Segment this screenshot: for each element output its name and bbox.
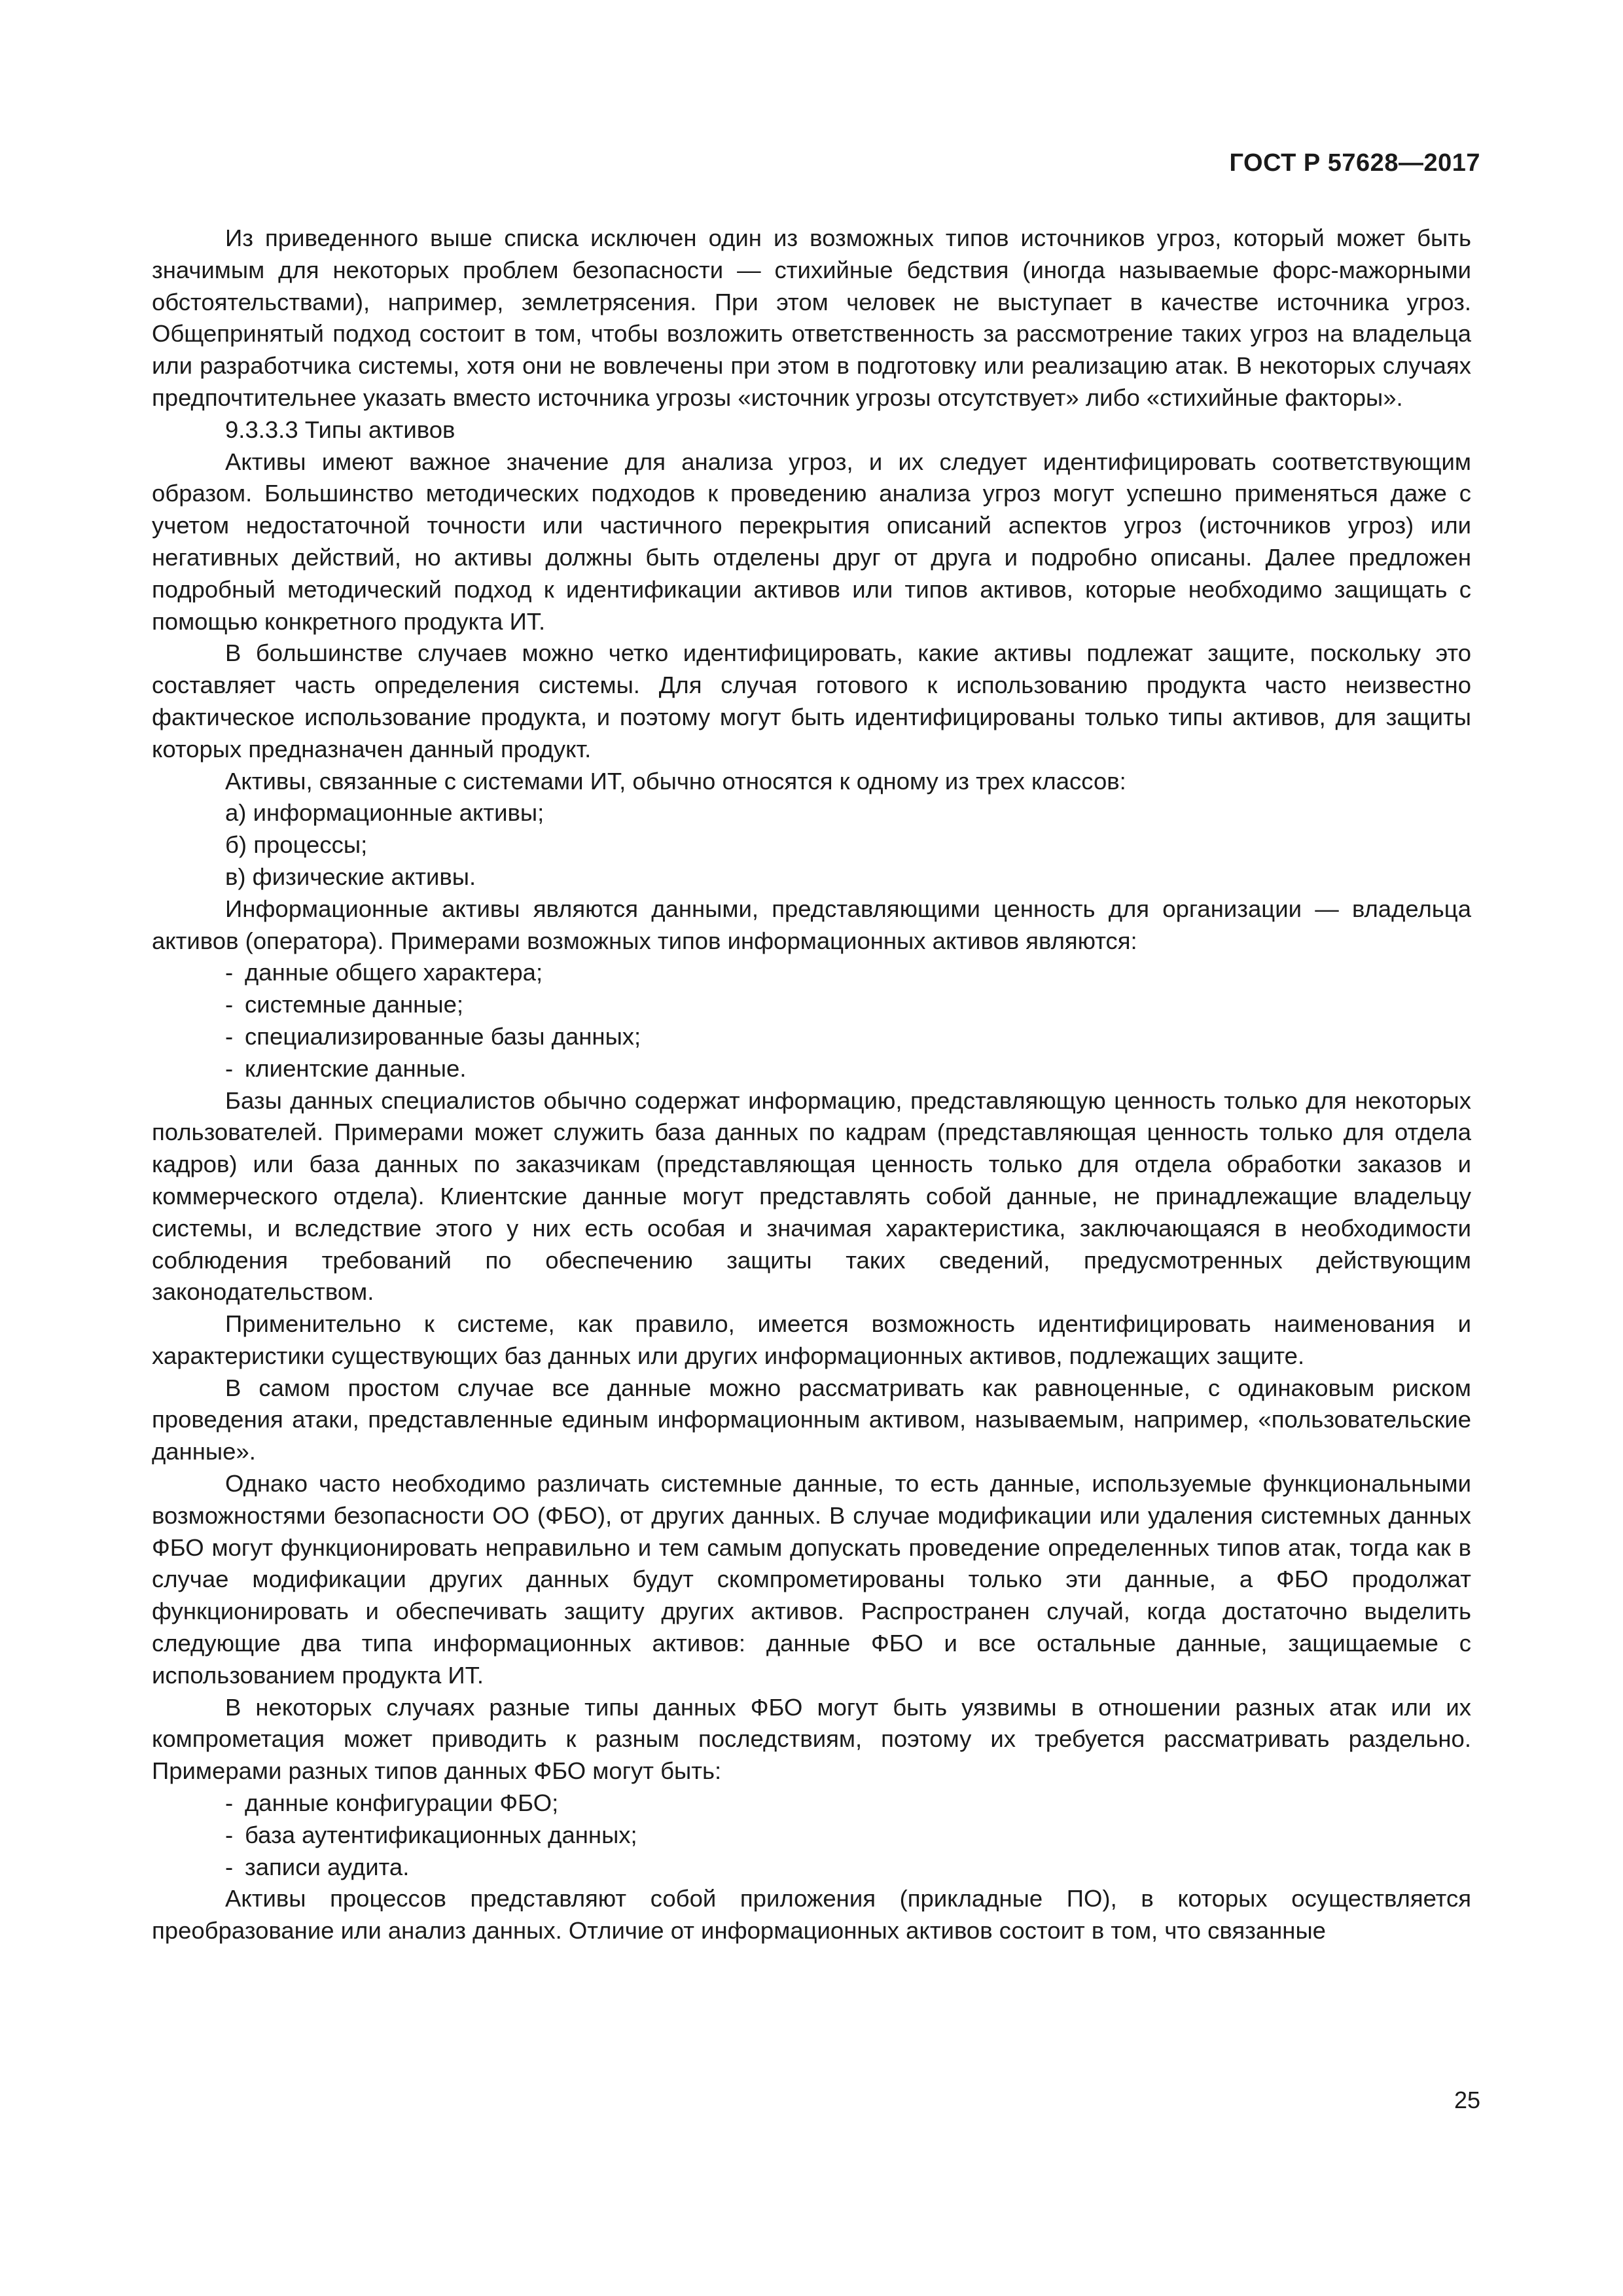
document-body	[152, 223, 1471, 1947]
list-item-physical-assets: в) физические активы.	[225, 863, 476, 890]
paragraph-asset-classes-intro: Активы, связанные с системами ИТ, обычно относятся к одному из трех классов:	[225, 767, 1126, 795]
paragraph-specialist-databases: Базы данных специалистов обычно содержат информацию, представляющую ценность только для некоторых пользователей. Примерами может служить база данных по кадрам (представляющая ценность только для отдела кадров) или база данных по заказчикам (представляющая ценность только для отдела обработки заказов и коммерческого отдела). Клиентские данные могут представлять собой данные, не принадлежащие владельцу системы, и вследствие этого у них есть особая и значимая характеристика, заключающаяся в необходимости соблюдения требований по обеспечению защиты таких сведений, предусмотренных действующим законодательством.	[152, 1086, 1471, 1306]
paragraph-force-majeure: Из приведенного выше списка исключен один из возможных типов источников угроз, который может быть значимым для некоторых проблем безопасности — стихийные бедствия (иногда называемые форс-мажорными обстоятельствами), например, землетрясения. При этом человек не выступает в качестве источника угроз. Общепринятый подход состоит в том, чтобы возложить ответственность за рассмотрение таких угроз на владельца или разработчика системы, хотя они не вовлечены при этом в подготовку или реализацию атак. В некоторых случаях предпочтительнее указать вместо источника угрозы «источник угрозы отсутствует» либо «стихийные факторы».	[152, 224, 1471, 411]
list-item-client-data: - клиентские данные.	[152, 1053, 1471, 1085]
paragraph-tsf-data-types: В некоторых случаях разные типы данных ФБО могут быть уязвимы в отношении разных атак или их компрометация может приводить к разным последствиям, поэтому их требуется рассматривать раздельно. Примерами разных типов данных ФБО могут быть:	[152, 1693, 1471, 1785]
list-item-general-data: - данные общего характера;	[152, 957, 1471, 989]
list-item-specialized-databases: - специализированные базы данных;	[152, 1021, 1471, 1053]
list-item-audit-records: - записи аудита.	[152, 1852, 1471, 1884]
list-item-information-assets: а) информационные активы;	[225, 799, 544, 827]
list-item-authentication-database: - база аутентификационных данных;	[152, 1820, 1471, 1852]
list-item-processes: б) процессы;	[225, 831, 368, 859]
section-heading-asset-types: 9.3.3.3 Типы активов	[225, 416, 455, 443]
page-number: 25	[1454, 2087, 1480, 2113]
paragraph-assets-importance: Активы имеют важное значение для анализа угроз, и их следует идентифицировать соответствующим образом. Большинство методических подходов к проведению анализа угроз могут успешно применяться даже с учетом недостаточной точности или частичного перекрытия описаний аспектов угроз (источников угроз) или негативных действий, но активы должны быть отделены друг от друга и подробно описаны. Далее предложен подробный методический подход к идентификации активов или типов активов, которые необходимо защищать с помощью конкретного продукта ИТ.	[152, 448, 1471, 635]
document-header: ГОСТ Р 57628—2017	[1229, 149, 1480, 177]
paragraph-assets-identification: В большинстве случаев можно четко идентифицировать, какие активы подлежат защите, поскольку это составляет часть определения системы. Для случая готового к использованию продукта часто неизвестно фактическое использование продукта, и поэтому могут быть идентифицированы только типы активов, для защиты которых предназначен данный продукт.	[152, 639, 1471, 762]
paragraph-system-identification: Применительно к системе, как правило, имеется возможность идентифицировать наименования и характеристики существующих баз данных или других информационных активов, подлежащих защите.	[152, 1310, 1471, 1369]
list-item-tsf-configuration: - данные конфигурации ФБО;	[152, 1787, 1471, 1820]
paragraph-system-data-distinction: Однако часто необходимо различать системные данные, то есть данные, используемые функциональными возможностями безопасности ОО (ФБО), от других данных. В случае модификации или удаления системных данных ФБО могут функционировать неправильно и тем самым допускать проведение определенных типов атак, тогда как в случае модификации других данных будут скомпрометированы только эти данные, а ФБО продолжат функционировать и обеспечивать защиту других активов. Распространен случай, когда достаточно выделить следующие два типа информационных активов: данные ФБО и все остальные данные, защищаемые с использованием продукта ИТ.	[152, 1470, 1471, 1689]
list-item-system-data: - системные данные;	[152, 989, 1471, 1021]
paragraph-process-assets: Активы процессов представляют собой приложения (прикладные ПО), в которых осуществляется преобразование или анализ данных. Отличие от информационных активов состоит в том, что связанные	[152, 1885, 1471, 1945]
paragraph-simple-case: В самом простом случае все данные можно рассматривать как равноценные, с одинаковым риском проведения атаки, представленные единым информационным активом, называемым, например, «пользовательские данные».	[152, 1374, 1471, 1465]
paragraph-information-assets: Информационные активы являются данными, представляющими ценность для организации — владельца активов (оператора). Примерами возможных типов информационных активов являются:	[152, 895, 1471, 954]
